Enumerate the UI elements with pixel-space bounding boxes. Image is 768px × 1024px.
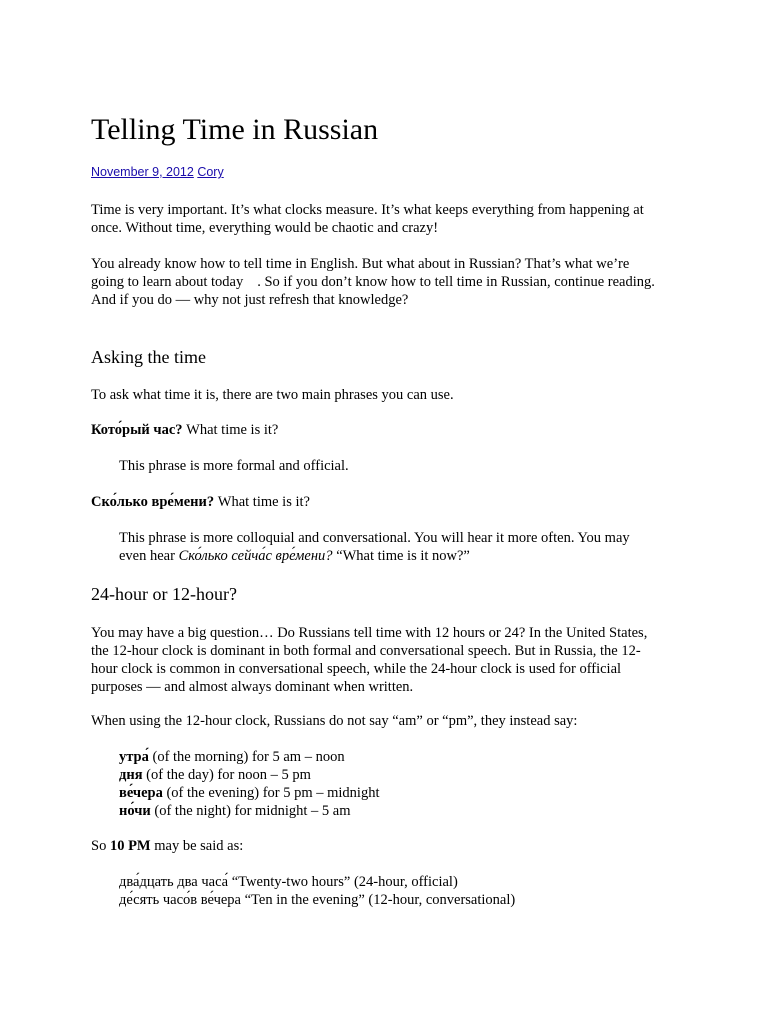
so-suffix: may be said as: [150, 838, 244, 854]
example-description: “Twenty-two hours” (24-hour, official) [228, 874, 458, 890]
intro-line: Time is very important. It’s what clocks measure. It’s what keeps everything from happening at [91, 202, 644, 218]
note-text: even hear [119, 548, 179, 564]
period-russian: дня [119, 767, 143, 783]
phrase2-translation: What time is it? [214, 494, 310, 510]
note-line [119, 547, 691, 565]
note-line: This phrase is more colloquial and conversational. You will hear it more often. You may [119, 530, 630, 546]
hours-heading: 24-hour or 12-hour? [91, 584, 237, 604]
phrase1-line [91, 421, 691, 439]
hours-paragraph [91, 624, 691, 696]
phrase1-note: This phrase is more formal and official. [119, 458, 349, 474]
paragraph-line: the 12-hour clock is dominant in both formal and conversational speech. But in Russia, the 12- [91, 643, 641, 659]
period-description: (of the evening) for 5 pm – midnight [162, 785, 380, 801]
asking-heading: Asking the time [91, 347, 206, 367]
phrase2-note [119, 529, 691, 565]
period-russian: ве́чера [119, 785, 163, 801]
period-russian: но́чи [119, 803, 151, 819]
example-russian: де́сять часо́в ве́чера [119, 892, 241, 908]
period-russian: утра́ [119, 749, 149, 765]
second-paragraph [91, 255, 691, 309]
period-description: (of the day) for noon – 5 pm [142, 767, 311, 783]
paragraph-line: And if you do — why not just refresh that knowledge? [91, 292, 409, 308]
phrase1-russian: Кото́рый час? [91, 422, 183, 438]
author-link[interactable]: Cory [197, 165, 224, 179]
periods-list [119, 748, 691, 820]
note-russian-phrase: Ско́лько сейча́с вре́мени? [178, 548, 333, 564]
example-description: “Ten in the evening” (12-hour, conversational) [241, 892, 516, 908]
paragraph-line [91, 273, 691, 291]
paragraph-line: You may have a big question… Do Russians tell time with 12 hours or 24? In the United States, [91, 625, 648, 641]
period-item [119, 766, 691, 784]
paragraph-line: purposes — and almost always dominant when written. [91, 679, 414, 695]
asking-intro: To ask what time it is, there are two main phrases you can use. [91, 387, 454, 403]
so-time: 10 PM [109, 838, 151, 854]
period-item [119, 784, 691, 802]
phrase2-russian: Ско́лько вре́мени? [91, 494, 215, 510]
period-description: (of the morning) for 5 am – noon [148, 749, 345, 765]
paragraph-text: going to learn about today [91, 274, 244, 290]
period-item [119, 748, 691, 766]
article-meta [91, 164, 224, 180]
examples-list [119, 873, 691, 909]
note-text: “What time is it now?” [332, 548, 470, 564]
example-item [119, 891, 691, 909]
so-prefix: So [91, 838, 110, 854]
phrase2-line [91, 493, 691, 511]
article-title: Telling Time in Russian [91, 113, 379, 146]
paragraph-line: You already know how to tell time in English. But what about in Russian? That’s what we’re [91, 256, 630, 272]
am-pm-paragraph: When using the 12-hour clock, Russians do not say “am” or “pm”, they instead say: [91, 713, 578, 729]
date-link[interactable]: November 9, 2012 [91, 165, 194, 179]
intro-line: once. Without time, everything would be chaotic and crazy! [91, 220, 439, 236]
paragraph-text: . So if you don’t know how to tell time in Russian, continue reading. [257, 274, 655, 290]
intro-paragraph [91, 201, 691, 237]
so-paragraph [91, 837, 691, 855]
period-description: (of the night) for midnight – 5 am [150, 803, 351, 819]
period-item [119, 802, 691, 820]
paragraph-line: hour clock is common in conversational speech, while the 24-hour clock is used for official [91, 661, 622, 677]
phrase1-translation: What time is it? [182, 422, 279, 438]
example-item [119, 873, 691, 891]
example-russian: два́дцать два часа́ [119, 874, 229, 890]
